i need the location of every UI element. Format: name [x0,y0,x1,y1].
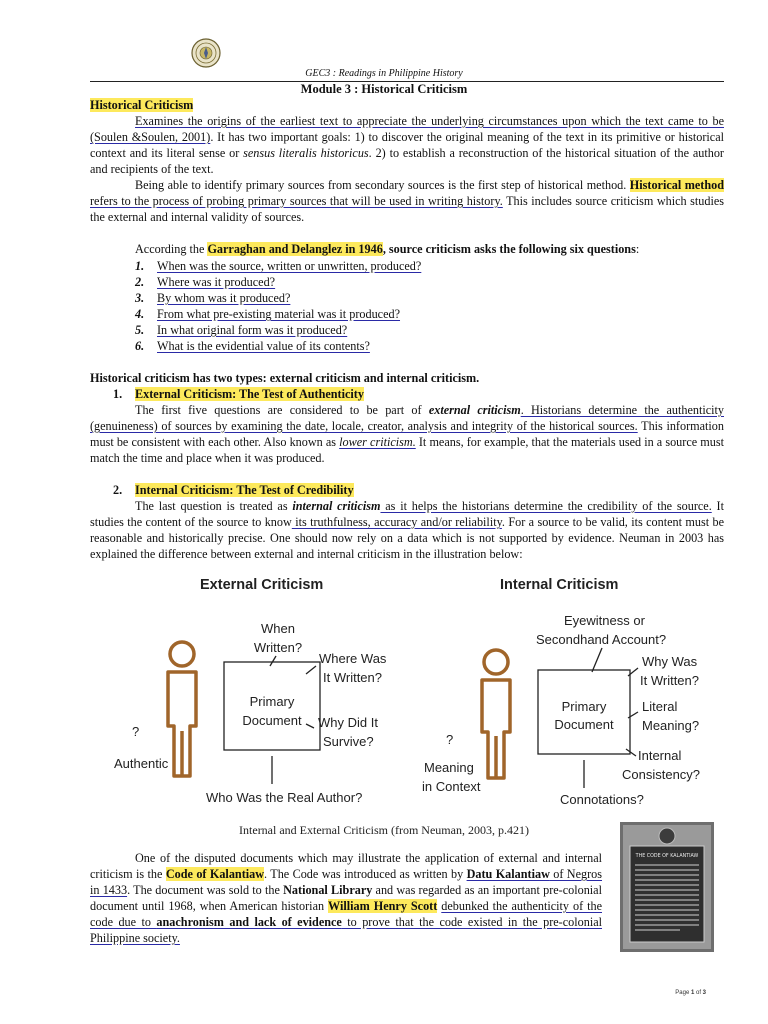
svg-text:Where Was: Where Was [319,651,387,666]
module-title: Module 3 : Historical Criticism [300,82,468,96]
svg-text:Survive?: Survive? [323,734,374,749]
university-seal-logo [191,38,221,68]
svg-text:Literal: Literal [642,699,678,714]
svg-text:Document: Document [554,717,614,732]
svg-text:Meaning?: Meaning? [642,718,700,733]
external-heading: 1. External Criticism: The Test of Authenticity [113,387,364,401]
svg-text:Connotations?: Connotations? [560,792,644,807]
internal-heading: 2. Internal Criticism: The Test of Credibility [113,483,354,497]
svg-text:in Context: in Context [422,779,481,794]
diagram-caption: Internal and External Criticism (from Neuman, 2003, p.421) [239,823,529,837]
section-title: Historical Criticism [90,98,194,112]
external-paragraph: The first five questions are considered to be part of external criticism. Historians determine the authenticity (genuineness) of sources by examining the date, locale, creator, analysis and integrity of the historical sources. This information must be consistent with each other. Also known as lower criticism. It means, for example, that the materials used in a source must match the time and place when it was produced. [90,403,724,465]
svg-text:Internal: Internal [638,748,682,763]
svg-text:Who Was the Real Author?: Who Was the Real Author? [206,790,363,805]
list-item: 6. What is the evidential value of its contents? [135,339,370,353]
internal-diagram-title: Internal Criticism [500,577,619,593]
svg-text:Secondhand Account?: Secondhand Account? [536,632,667,647]
list-item: 5. In what original form was it produced? [135,323,348,337]
kalantiaw-plaque-photo [620,822,714,952]
svg-text:When: When [261,621,295,636]
internal-paragraph: The last question is treated as internal criticism as it helps the historians determine the credibility of the source. It studies the content of the source to know its truthfulness, accuracy and/or reliability. For a source to be valid, its content must be reasonable and historically precise. One should now rely on a data which is not supported by evidence. Neuman in 2003 has explained the difference between external and internal criticism in the illustration below: [90,499,725,561]
course-header: GEC3 : Readings in Philippine History [305,68,463,79]
svg-text:It Written?: It Written? [323,670,383,685]
list-item: 2. Where was it produced? [135,275,276,289]
types-intro: Historical criticism has two types: external criticism and internal criticism. [90,371,480,385]
page-number: Page 1 of 3 [675,990,706,996]
list-item: 4. From what pre-existing material was it produced? [135,307,401,321]
criticism-diagram [90,566,730,816]
svg-text:?: ? [446,732,454,747]
svg-text:?: ? [132,724,140,739]
svg-text:Authentic: Authentic [114,756,169,771]
svg-text:Primary: Primary [561,699,607,714]
svg-text:It Written?: It Written? [640,673,700,688]
list-item: 3. By whom was it produced? [135,291,291,305]
historical-method-paragraph: Being able to identify primary sources from secondary sources is the first step of historical method. Historical method refers to the process of probing primary sources that will be used in writing history. This includes source criticism which studies the external and internal validity of sources. [90,178,725,224]
svg-text:Meaning: Meaning [424,760,474,775]
svg-text:Why Was: Why Was [642,654,698,669]
six-questions-list [135,258,421,354]
svg-text:Consistency?: Consistency? [622,767,701,782]
person-figure-right [482,650,510,778]
external-diagram-title: External Criticism [200,577,324,593]
svg-text:Document: Document [242,713,302,728]
person-figure-left [168,642,196,776]
intro-paragraph: Examines the origins of the earliest text to appreciate the underlying circumstances upon which the text came to be (Soulen &Soulen, 2001). It has two important goals: 1) to discover the original meaning of the text in its primitive or historical context and its literal sense or sensus literalis historicus. 2) to establish a reconstruction of the historical situation of the author and recipients of the text. [90,114,724,176]
svg-text:Eyewitness or: Eyewitness or [564,613,645,628]
svg-text:THE CODE OF KALANTIAW: THE CODE OF KALANTIAW [635,854,699,859]
kalantiaw-paragraph: One of the disputed documents which may illustrate the application of external and internal criticism is the Code of Kalantiaw. The Code was introduced as written by Datu Kalantiaw of Negros in 1433. The document was sold to the National Library and was regarded as an important pre-colonial document until 1968, when American historian William Henry Scott debunked the authenticity of the code due to anachronism and lack of evidence to prove that the code existed in the pre-colonial Philippine society. [90,851,603,945]
svg-text:Why Did It: Why Did It [318,715,378,730]
svg-text:Written?: Written? [253,640,303,655]
svg-text:Primary: Primary [249,694,295,709]
list-item: 1. When was the source, written or unwritten, produced? [135,259,422,273]
garraghan-paragraph: According the Garraghan and Delanglez in 1946, source criticism asks the following six questions: [135,242,640,256]
